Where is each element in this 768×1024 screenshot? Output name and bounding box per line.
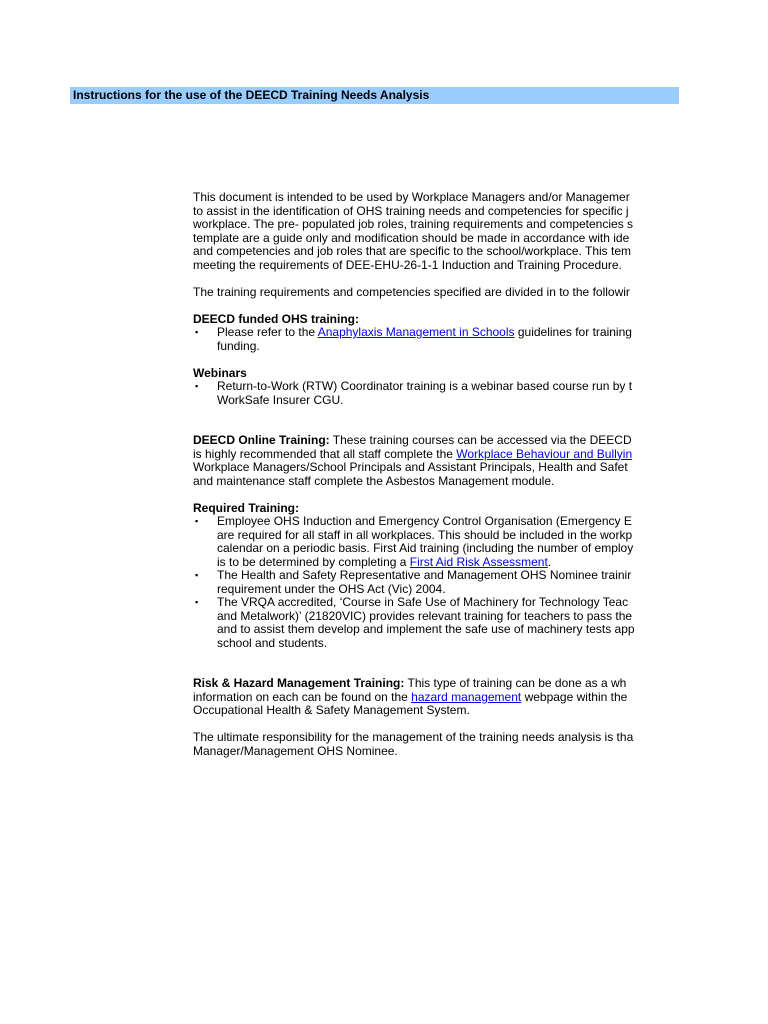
webinars-heading: Webinars	[193, 365, 247, 380]
item-text: is to be determined by completing a	[217, 554, 410, 569]
required-section	[193, 502, 679, 651]
item-continuation: are required for all staff in all workplaces. This should be included in the workp	[217, 527, 633, 542]
bullet-icon: ▪	[195, 327, 199, 337]
document-title-bar	[70, 87, 679, 104]
online-text: These training courses can be accessed via the DEECD	[329, 433, 632, 447]
intro-line: This document is intended to be used by Workplace Managers and/or Managemer	[193, 191, 630, 204]
online-heading: DEECD Online Training:	[193, 433, 330, 447]
funded-section	[193, 313, 679, 354]
intro-line: workplace. The pre- populated job roles, training requirements and competencies s	[193, 217, 634, 231]
risk-text: This type of training can be done as a wh	[404, 676, 627, 690]
bullet-icon: ▪	[195, 597, 199, 607]
intro-line: template are a guide only and modification should be made in accordance with ide	[193, 230, 630, 245]
item-text: Return-to-Work (RTW) Coordinator training is a webinar based course run by t	[217, 379, 633, 393]
list-item	[193, 569, 679, 583]
risk-text: webpage within the	[521, 689, 628, 704]
list-item	[193, 515, 679, 529]
item-continuation: WorkSafe Insurer CGU.	[217, 392, 344, 407]
item-text: Please refer to the	[217, 325, 318, 339]
intro-line: to assist in the identification of OHS training needs and competencies for specific j	[193, 203, 629, 218]
risk-text: information on each can be found on the	[193, 689, 412, 704]
item-continuation: calendar on a periodic basis. First Aid training (including the number of employ	[217, 541, 634, 555]
risk-text: Occupational Health & Safety Management System.	[193, 703, 470, 717]
instructions-body	[193, 191, 679, 758]
funded-heading: DEECD funded OHS training:	[193, 311, 359, 326]
item-continuation: requirement under the OHS Act (Vic) 2004.	[217, 581, 446, 596]
list-item	[193, 596, 679, 610]
bullet-icon: ▪	[195, 516, 199, 526]
item-text: .	[547, 554, 552, 569]
bullet-icon: ▪	[195, 570, 199, 580]
required-heading: Required Training:	[193, 500, 300, 515]
hazard-management-link[interactable]: hazard management	[411, 689, 522, 704]
item-continuation: funding.	[217, 338, 260, 353]
intro-line: and competencies and job roles that are specific to the school/workplace. This tem	[193, 244, 632, 258]
bullet-icon: ▪	[195, 381, 199, 391]
document-title: Instructions for the use of the DEECD Training Needs Analysis	[73, 88, 430, 102]
workplace-behaviour-link[interactable]: Workplace Behaviour and Bullyin	[456, 446, 633, 461]
online-text: is highly recommended that all staff complete the	[193, 446, 457, 461]
item-text: The VRQA accredited, ‘Course in Safe Use of Machinery for Technology Teac	[217, 595, 629, 609]
ultimate-paragraph	[193, 731, 679, 758]
item-continuation	[193, 556, 679, 570]
item-continuation: and to assist them develop and implement the safe use of machinery tests app	[217, 622, 635, 636]
item-text: guidelines for training	[514, 325, 632, 339]
webinars-section	[193, 367, 679, 408]
risk-heading: Risk & Hazard Management Training:	[193, 676, 405, 690]
online-text: Workplace Managers/School Principals and Assistant Principals, Health and Safet	[193, 460, 628, 474]
risk-section	[193, 677, 679, 718]
anaphylaxis-link[interactable]: Anaphylaxis Management in Schools	[317, 325, 515, 339]
list-item	[193, 380, 679, 394]
intro-line: meeting the requirements of DEE-EHU-26-1-1 Induction and Training Procedure.	[193, 257, 622, 272]
divided-paragraph: The training requirements and competencies specified are divided in to the followir	[193, 284, 630, 299]
online-section	[193, 434, 679, 488]
ultimate-text: The ultimate responsibility for the management of the training needs analysis is tha	[193, 730, 634, 744]
item-continuation: and Metalwork)’ (21820VIC) provides relevant training for teachers to pass the	[217, 608, 633, 623]
ultimate-text: Manager/Management OHS Nominee.	[193, 743, 398, 758]
item-continuation: school and students.	[217, 635, 328, 650]
list-item	[193, 326, 679, 340]
item-text: Employee OHS Induction and Emergency Control Organisation (Emergency E	[217, 514, 632, 528]
item-text: The Health and Safety Representative and Management OHS Nominee trainir	[217, 568, 632, 582]
first-aid-risk-assessment-link[interactable]: First Aid Risk Assessment	[409, 554, 548, 569]
online-text: and maintenance staff complete the Asbestos Management module.	[193, 473, 555, 488]
intro-paragraph	[193, 191, 679, 272]
